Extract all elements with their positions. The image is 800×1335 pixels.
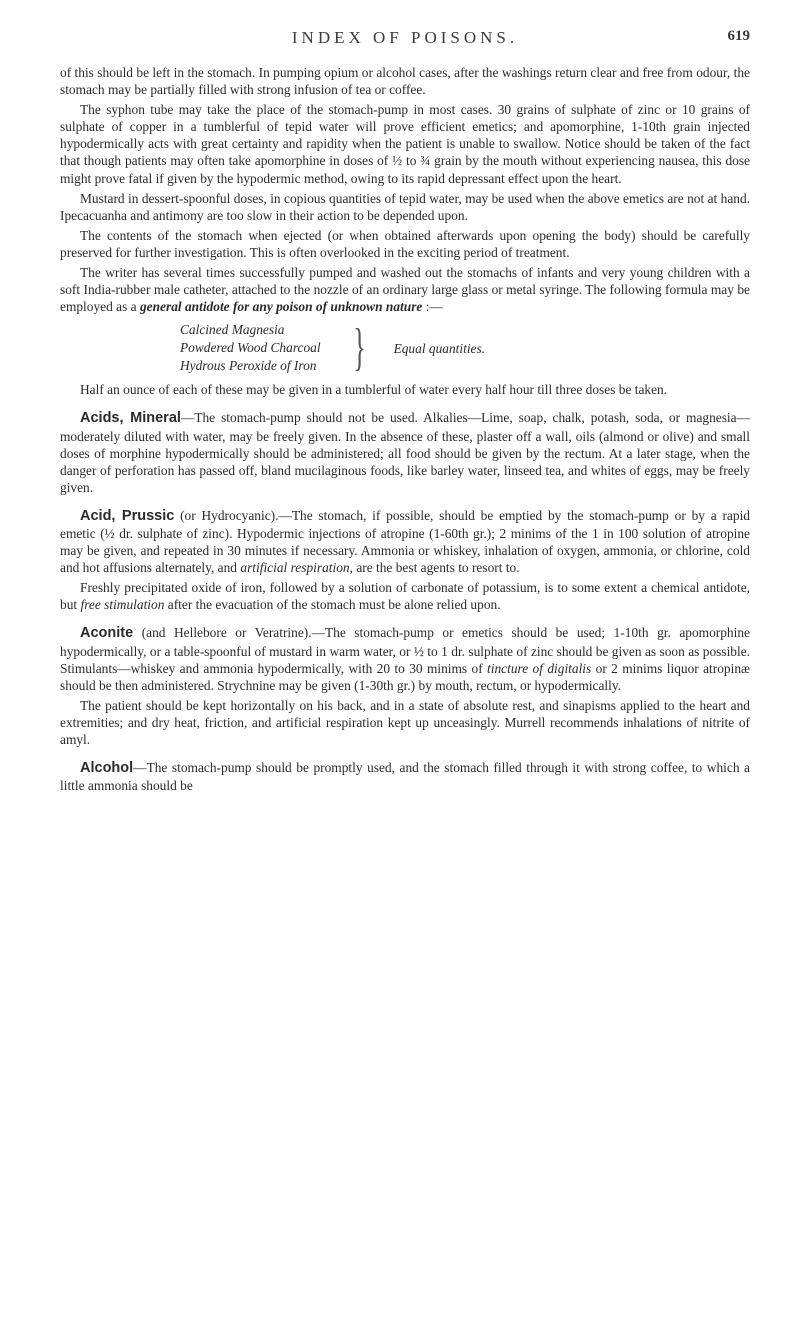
emphasis: artificial respiration	[240, 560, 350, 576]
paragraph	[60, 579, 750, 613]
entry-heading: Aconite	[80, 625, 134, 642]
text-run: The writer has several times successfully pumped and washed out the stomachs of infants and very young children with a soft India-rubber male catheter, attached to the nozzle of an ordinary large glass or metal syringe. The following formula may be employed as a	[60, 265, 750, 315]
text-run: Freshly precipitated oxide of iron, followed by a solution of carbonate of potassium, is to some extent a chemical antidote, but	[60, 580, 750, 613]
paragraph: Half an ounce of each of these may be given in a tumblerful of water every half hour till three doses be taken.	[80, 382, 668, 398]
paragraph: The syphon tube may take the place of the stomach-pump in most cases. 30 grains of sulphate of zinc or 10 grains of sulphate of copper in a tumblerful of tepid water will prove efficient emetics; and apomorphine, 1-10th grain injected hypodermically acts with great certainty and rapidity when the patient is unable to swallow. Notice should be taken of the fact that though patients may often take apomorphine in doses of ½ to ¾ grain by the mouth without experiencing nausea, this dose might prove fatal if given by the hypodermic method, owing to its rapid depressant effect upon the heart.	[60, 102, 750, 186]
entry-alcohol	[60, 759, 750, 794]
entry-text: —The stomach-pump should be promptly used, and the stomach filled through it with strong coffee, to which a little ammonia should be	[60, 760, 750, 794]
entry-text: —The stomach-pump should not be used. Alkalies—Lime, soap, chalk, potash, soda, or magnesia—moderately diluted with water, may be freely given. In the absence of these, plaster off a wall, oils (almond or olive) and small doses of morphine hypodermically should be administered; all food should be given by the rectum. At a later stage, when the danger of perforation has passed off, bland mucilaginous foods, like barley water, linseed tea, and whites of eggs, may be freely given.	[60, 410, 750, 495]
paragraph	[60, 264, 750, 315]
formula-ingredients	[180, 321, 321, 375]
paragraph: The contents of the stomach when ejected (or when obtained afterwards upon opening the body) should be carefully preserved for further investigation. This is often overlooked in the exciting period of treatment.	[60, 227, 750, 260]
running-title: INDEX OF POISONS.	[291, 28, 519, 47]
entry-text: (or Hydrocyanic).—The stomach, if possible, should be emptied by the stomach-pump or by a rapid emetic (½ dr. sulphate of zinc). Hypodermic injections of atropine (1-60th gr.); 2 minims of the 1 in 100 solution of atropine may be given, and repeated in 30 minutes if necessary. Ammonia or whiskey, inhalation of oxygen, ammonia, or chlorine, cold and hot affusions alternately, and	[60, 507, 750, 576]
formula-quantity: Equal quantities.	[393, 340, 486, 356]
entry-acids-mineral	[60, 409, 750, 495]
paragraph: of this should be left in the stomach. In pumping opium or alcohol cases, after the washings return clear and free from odour, the stomach may be partially filled with strong infusion of tea or coffee.	[60, 65, 750, 98]
antidote-formula	[180, 321, 750, 375]
page-number: 619	[727, 28, 750, 44]
entry-acid-prussic	[60, 507, 750, 576]
text-run: after the evacuation of the stomach must be alone relied upon.	[167, 597, 501, 613]
entry-heading: Acid, Prussic	[80, 507, 175, 524]
entry-text: , are the best agents to resort to.	[349, 560, 520, 576]
text-run: :—	[425, 299, 443, 315]
entry-text: (and Hellebore or Veratrine).—The stomach-pump or emetics should be used; 1-10th gr. apomorphine hypodermically, or a table-spoonful of mustard in warm water, or ½ to 1 dr. sulphate of zinc should be given as soon as possible. Stimulants—whiskey and ammonia hypodermically, with 20 to 30 minims of	[60, 625, 750, 676]
emphasis: free stimulation	[80, 597, 165, 613]
formula-ingredient: Powdered Wood Charcoal	[180, 340, 321, 356]
page-header	[60, 0, 750, 64]
page-body	[60, 64, 750, 794]
emphasis: tincture of digitalis	[487, 660, 592, 676]
brace-icon: }	[352, 319, 366, 377]
entry-heading: Acids, Mineral	[80, 410, 181, 427]
entry-heading: Alcohol	[80, 760, 134, 777]
entry-text: or 2 minims liquor atropinæ should be then administered. Strychnine may be given (1-30th gr.) by mouth, rectum, or hypodermically.	[60, 660, 750, 693]
paragraph: Mustard in dessert-spoonful doses, in copious quantities of tepid water, may be used when the above emetics are not at hand. Ipecacuanha and antimony are too slow in their action to be depended upon.	[60, 190, 750, 223]
emphasis: general antidote for any poison of unknown nature	[139, 299, 423, 315]
paragraph: The patient should be kept horizontally on his back, and in a state of absolute rest, and sinapisms applied to the heart and extremities; and dry heat, friction, and artificial respiration kept up unceasingly. Murrell recommends inhalations of nitrite of amyl.	[60, 697, 750, 747]
entry-aconite	[60, 624, 750, 693]
formula-ingredient: Hydrous Peroxide of Iron	[180, 358, 317, 374]
formula-ingredient: Calcined Magnesia	[180, 322, 285, 338]
